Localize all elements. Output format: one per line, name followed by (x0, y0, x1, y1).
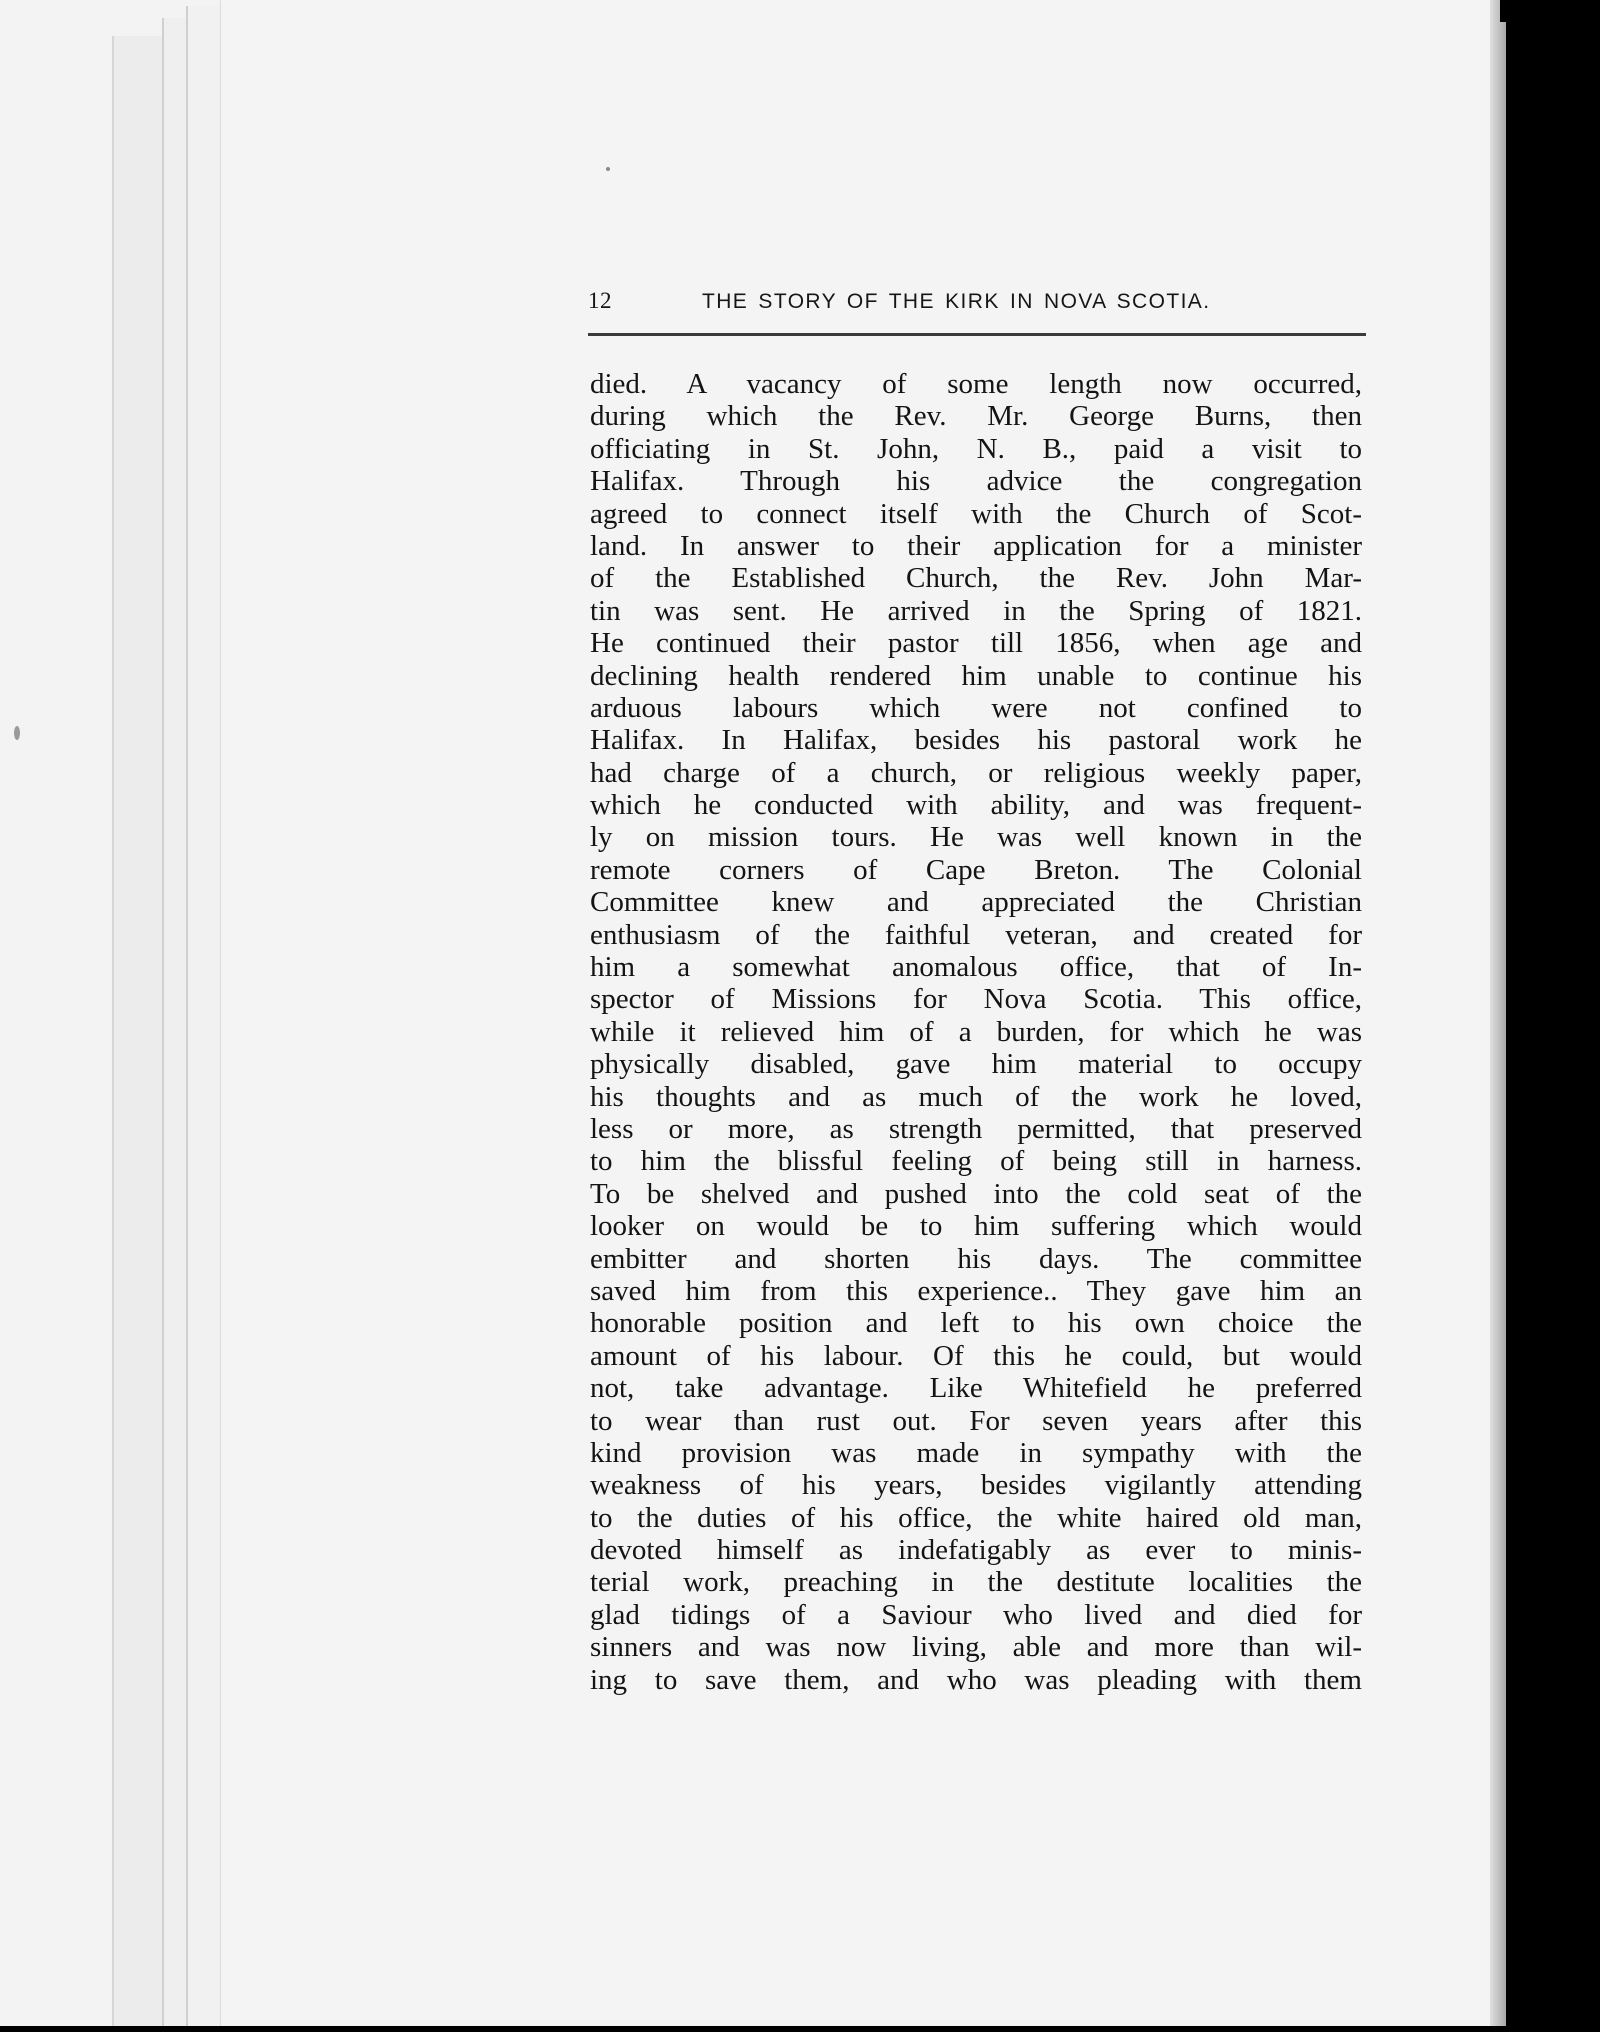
text-line: Halifax. Through his advice the congregation (590, 465, 1362, 498)
text-line: his thoughts and as much of the work he loved, (590, 1080, 1362, 1113)
text-line: sinners and was now living, able and more than wil- (590, 1631, 1362, 1664)
text-line: him a somewhat anomalous office, that of In- (590, 951, 1362, 984)
text-line: tin was sent. He arrived in the Spring of 1821. (590, 594, 1362, 627)
text-line: of the Established Church, the Rev. John Mar- (590, 562, 1362, 595)
text-line: during which the Rev. Mr. George Burns, then (590, 400, 1362, 433)
paper-speck (606, 167, 610, 171)
text-line: honorable position and left to his own choice the (590, 1307, 1362, 1340)
text-line: not, take advantage. Like Whitefield he preferred (590, 1372, 1362, 1405)
text-line: to him the blissful feeling of being still in harness. (590, 1145, 1362, 1178)
page-number: 12 (588, 288, 612, 313)
text-line: had charge of a church, or religious weekly paper, (590, 756, 1362, 789)
text-line: while it relieved him of a burden, for which he was (590, 1015, 1362, 1048)
running-title: THE STORY OF THE KIRK IN NOVA SCOTIA. (702, 290, 1211, 313)
text-line: enthusiasm of the faithful veteran, and created for (590, 918, 1362, 951)
text-line: terial work, preaching in the destitute localities the (590, 1566, 1362, 1599)
text-line: to wear than rust out. For seven years after this (590, 1404, 1362, 1437)
scan-border-corner (1500, 0, 1600, 22)
text-line: agreed to connect itself with the Church of Scot- (590, 497, 1362, 530)
text-line: physically disabled, gave him material to occupy (590, 1048, 1362, 1081)
text-line: declining health rendered him unable to continue his (590, 659, 1362, 692)
paper-speck (14, 726, 20, 740)
text-line: ly on mission tours. He was well known in the (590, 821, 1362, 854)
text-line: land. In answer to their application for a minister (590, 529, 1362, 562)
text-line: weakness of his years, besides vigilantly attending (590, 1469, 1362, 1502)
text-line: to the duties of his office, the white haired old man, (590, 1501, 1362, 1534)
text-line: spector of Missions for Nova Scotia. This office, (590, 983, 1362, 1016)
text-line: kind provision was made in sympathy with the (590, 1436, 1362, 1469)
header-rule (588, 333, 1366, 336)
text-line: arduous labours which were not confined to (590, 691, 1362, 724)
text-line: devoted himself as indefatigably as ever to minis- (590, 1534, 1362, 1567)
text-line: less or more, as strength permitted, that preserved (590, 1112, 1362, 1145)
body-text (590, 368, 1362, 1696)
text-line: looker on would be to him suffering which would (590, 1210, 1362, 1243)
text-line: embitter and shorten his days. The committee (590, 1242, 1362, 1275)
text-line: ing to save them, and who was pleading with them (590, 1663, 1362, 1696)
scan-border-right (1506, 0, 1600, 2032)
scan-border-bottom (0, 2026, 1600, 2032)
text-line: Halifax. In Halifax, besides his pastoral work he (590, 724, 1362, 757)
text-line: saved him from this experience.. They gave him an (590, 1274, 1362, 1307)
text-line: Committee knew and appreciated the Christian (590, 886, 1362, 919)
running-header (588, 288, 1366, 334)
text-line: glad tidings of a Saviour who lived and died for (590, 1598, 1362, 1631)
text-line: died. A vacancy of some length now occurred, (590, 368, 1362, 400)
text-line: amount of his labour. Of this he could, but would (590, 1339, 1362, 1372)
text-line: He continued their pastor till 1856, when age and (590, 627, 1362, 660)
text-line: To be shelved and pushed into the cold seat of the (590, 1177, 1362, 1210)
text-line: officiating in St. John, N. B., paid a visit to (590, 432, 1362, 465)
text-line: remote corners of Cape Breton. The Colonial (590, 853, 1362, 886)
page-gutter-shadow (1490, 0, 1506, 2032)
text-line: which he conducted with ability, and was frequent- (590, 789, 1362, 822)
